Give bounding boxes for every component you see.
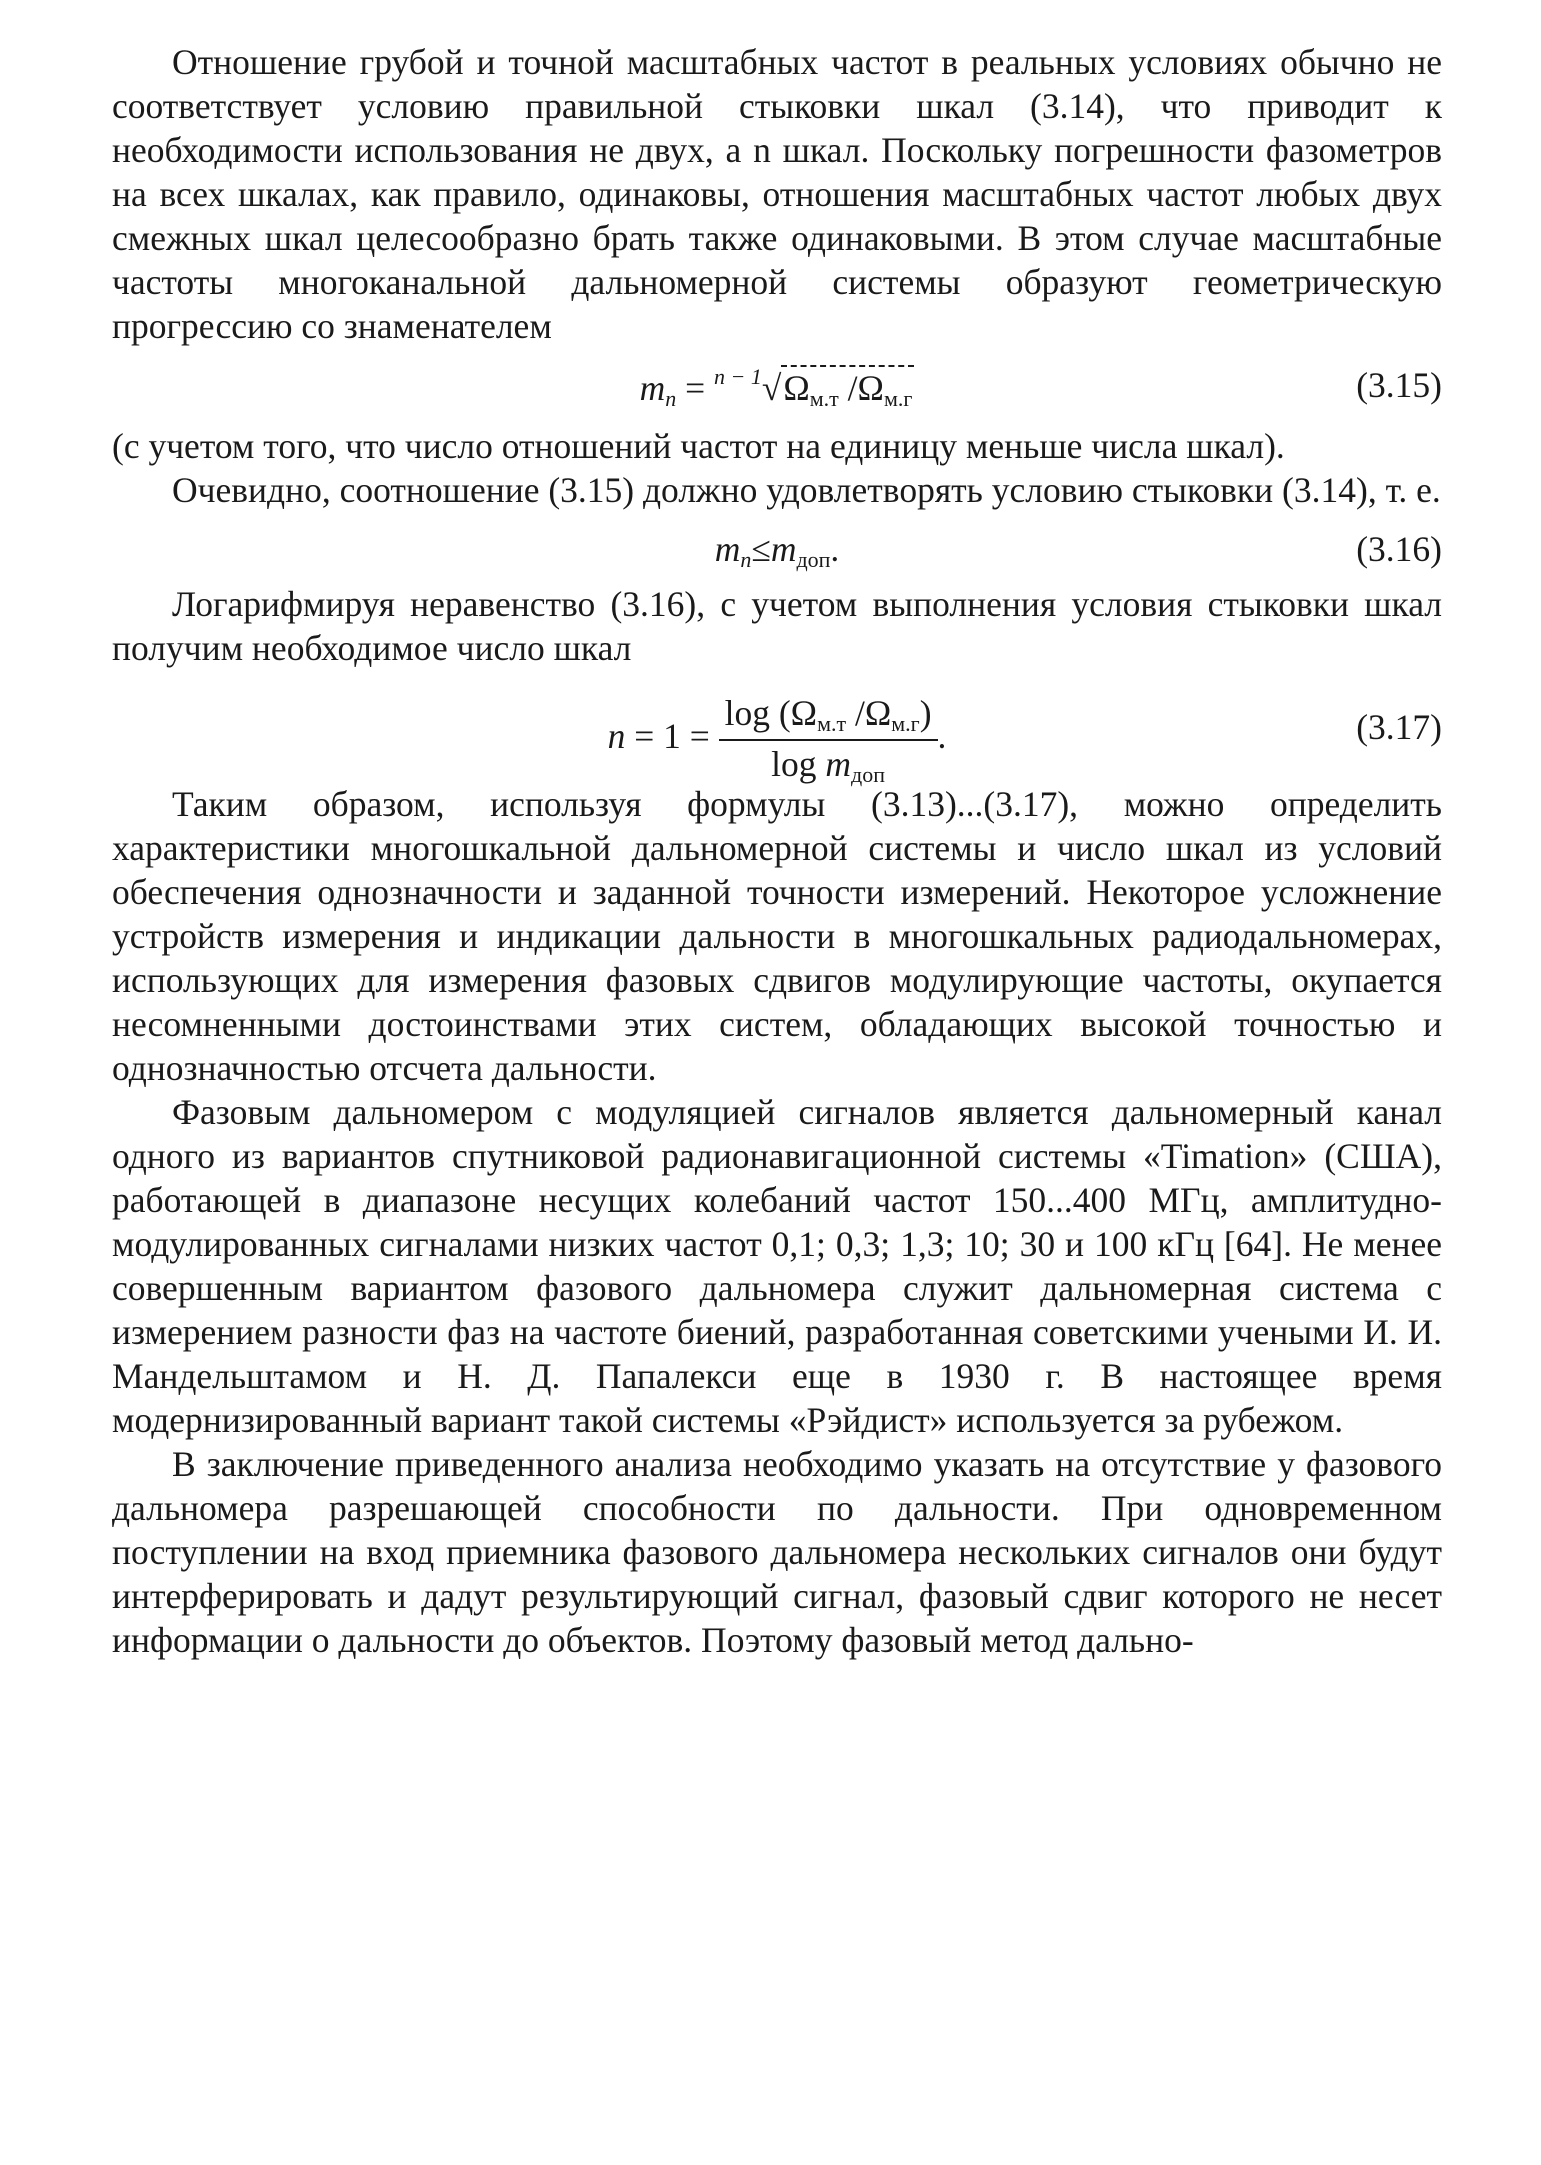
numerator-sub-1: м.т [817,711,847,736]
formula-3-15-eq: = [676,368,715,408]
formula-3-16 [112,512,1442,582]
formula-3-16-lhs-sub: n [740,547,752,572]
formula-3-15-lhs-sub: n [665,386,677,411]
radicand-slash: / [838,368,858,408]
radicand-omega-a-sub: м.т [809,386,839,411]
denominator-sub: доп [851,762,885,787]
numerator-close: ) [919,693,932,733]
formula-3-16-rhs: m [770,529,797,569]
paragraph-logarithm: Логарифмируя неравенство (3.16), с учетом выполнения условия стыковки шкал получим необходимое число шкал [112,584,1442,668]
paragraph-timation: Фазовым дальномером с модуляцией сигналов является дальномерный канал одного из вариантов спутниковой радионавигационной системы «Timation» (США), работающей в диапазоне несущих колебаний частот 150...400 МГц, амплитудно-модулированных сигналами низких частот 0,1; 0,3; 1,3; 10; 30 и 100 кГц [64]. Не менее совершенным вариантом фазового дальномера служит дальномерная система с измерением разности фаз на частоте биений, разработанная советскими учеными И. И. Мандельштамом и Н. Д. Папалекси еще в 1930 г. В настоящее время модернизированный вариант такой системы «Рэйдист» используется за рубежом. [112,1092,1442,1440]
formula-3-16-lhs: m [714,529,741,569]
formula-3-15-root-index: n − 1 [714,364,762,389]
denominator-log: log [771,744,826,784]
formula-3-15-expression [112,364,1442,412]
numerator-log: log (Ω [724,693,818,733]
denominator-m: m [825,744,852,784]
document-page [112,40,1442,1662]
radicand-omega-b: Ω [857,368,884,408]
radicand-omega-b-sub: м.г [883,386,913,411]
radicand-omega-a: Ω [783,368,810,408]
paragraph-condition: Очевидно, соотношение (3.15) должно удовлетворять условию стыковки (3.14), т. е. [172,470,1441,510]
formula-3-15-number: (3.15) [1356,365,1442,405]
formula-3-17-lhs: n [607,716,626,757]
formula-3-17-number: (3.17) [1356,707,1442,747]
paragraph-conclusion: В заключение приведенного анализа необходимо указать на отсутствие у фазового дальномера разрешающей способности по дальности. При одновременном поступлении на вход приемника фазового дальномера нескольких сигналов они будут интерферировать и дадут результирующий сигнал, фазовый сдвиг которого не несет информации о дальности до объектов. Поэтому фазовый метод дально- [112,1444,1442,1660]
fraction-denominator [771,741,885,788]
formula-3-15-radicand [781,365,914,412]
formula-3-17-expression [112,692,1442,788]
formula-3-16-rhs-sub: доп [796,547,831,572]
radical-sign: √ [761,368,782,408]
formula-3-17-eq: = 1 = [625,716,719,757]
paragraph-note: (с учетом того, что число отношений частот на единицу меньше числа шкал). [112,426,1285,466]
formula-3-15 [112,348,1442,424]
numerator-sub-2: м.г [891,711,920,736]
formula-3-16-relation: ≤ [751,529,771,569]
formula-3-16-end: . [830,529,840,569]
formula-3-17-end: . [937,716,947,757]
formula-3-16-number: (3.16) [1356,529,1442,569]
paragraph-scale-ratio: Отношение грубой и точной масштабных частот в реальных условиях обычно не соответствует условию правильной стыковки шкал (3.14), что приводит к необходимости использования не двух, а n шкал. Поскольку погрешности фазометров на всех шкалах, как правило, одинаковы, отношения масштабных частот любых двух смежных шкал целесообразно брать также одинаковыми. В этом случае масштабные частоты многоканальной дальномерной системы образуют геометрическую прогрессию со знаменателем [112,42,1442,346]
numerator-mid: /Ω [846,693,892,733]
formula-3-17 [112,670,1442,787]
formula-3-16-expression [112,528,1442,573]
paragraph-summary: Таким образом, используя формулы (3.13)...(3.17), можно определить характеристики многошкальной дальномерной системы и число шкал из условий обеспечения однозначности и заданной точности измерений. Некоторое усложнение устройств измерения и индикации дальности в многошкальных радиодальномерах, использующих для измерения фазовых сдвигов модулирующие частоты, окупается несомненными достоинствами этих систем, обладающих высокой точностью и однозначностью отсчета дальности. [112,784,1442,1088]
formula-3-17-fraction [719,692,938,788]
fraction-numerator [719,692,938,741]
formula-3-15-lhs: m [639,368,666,408]
